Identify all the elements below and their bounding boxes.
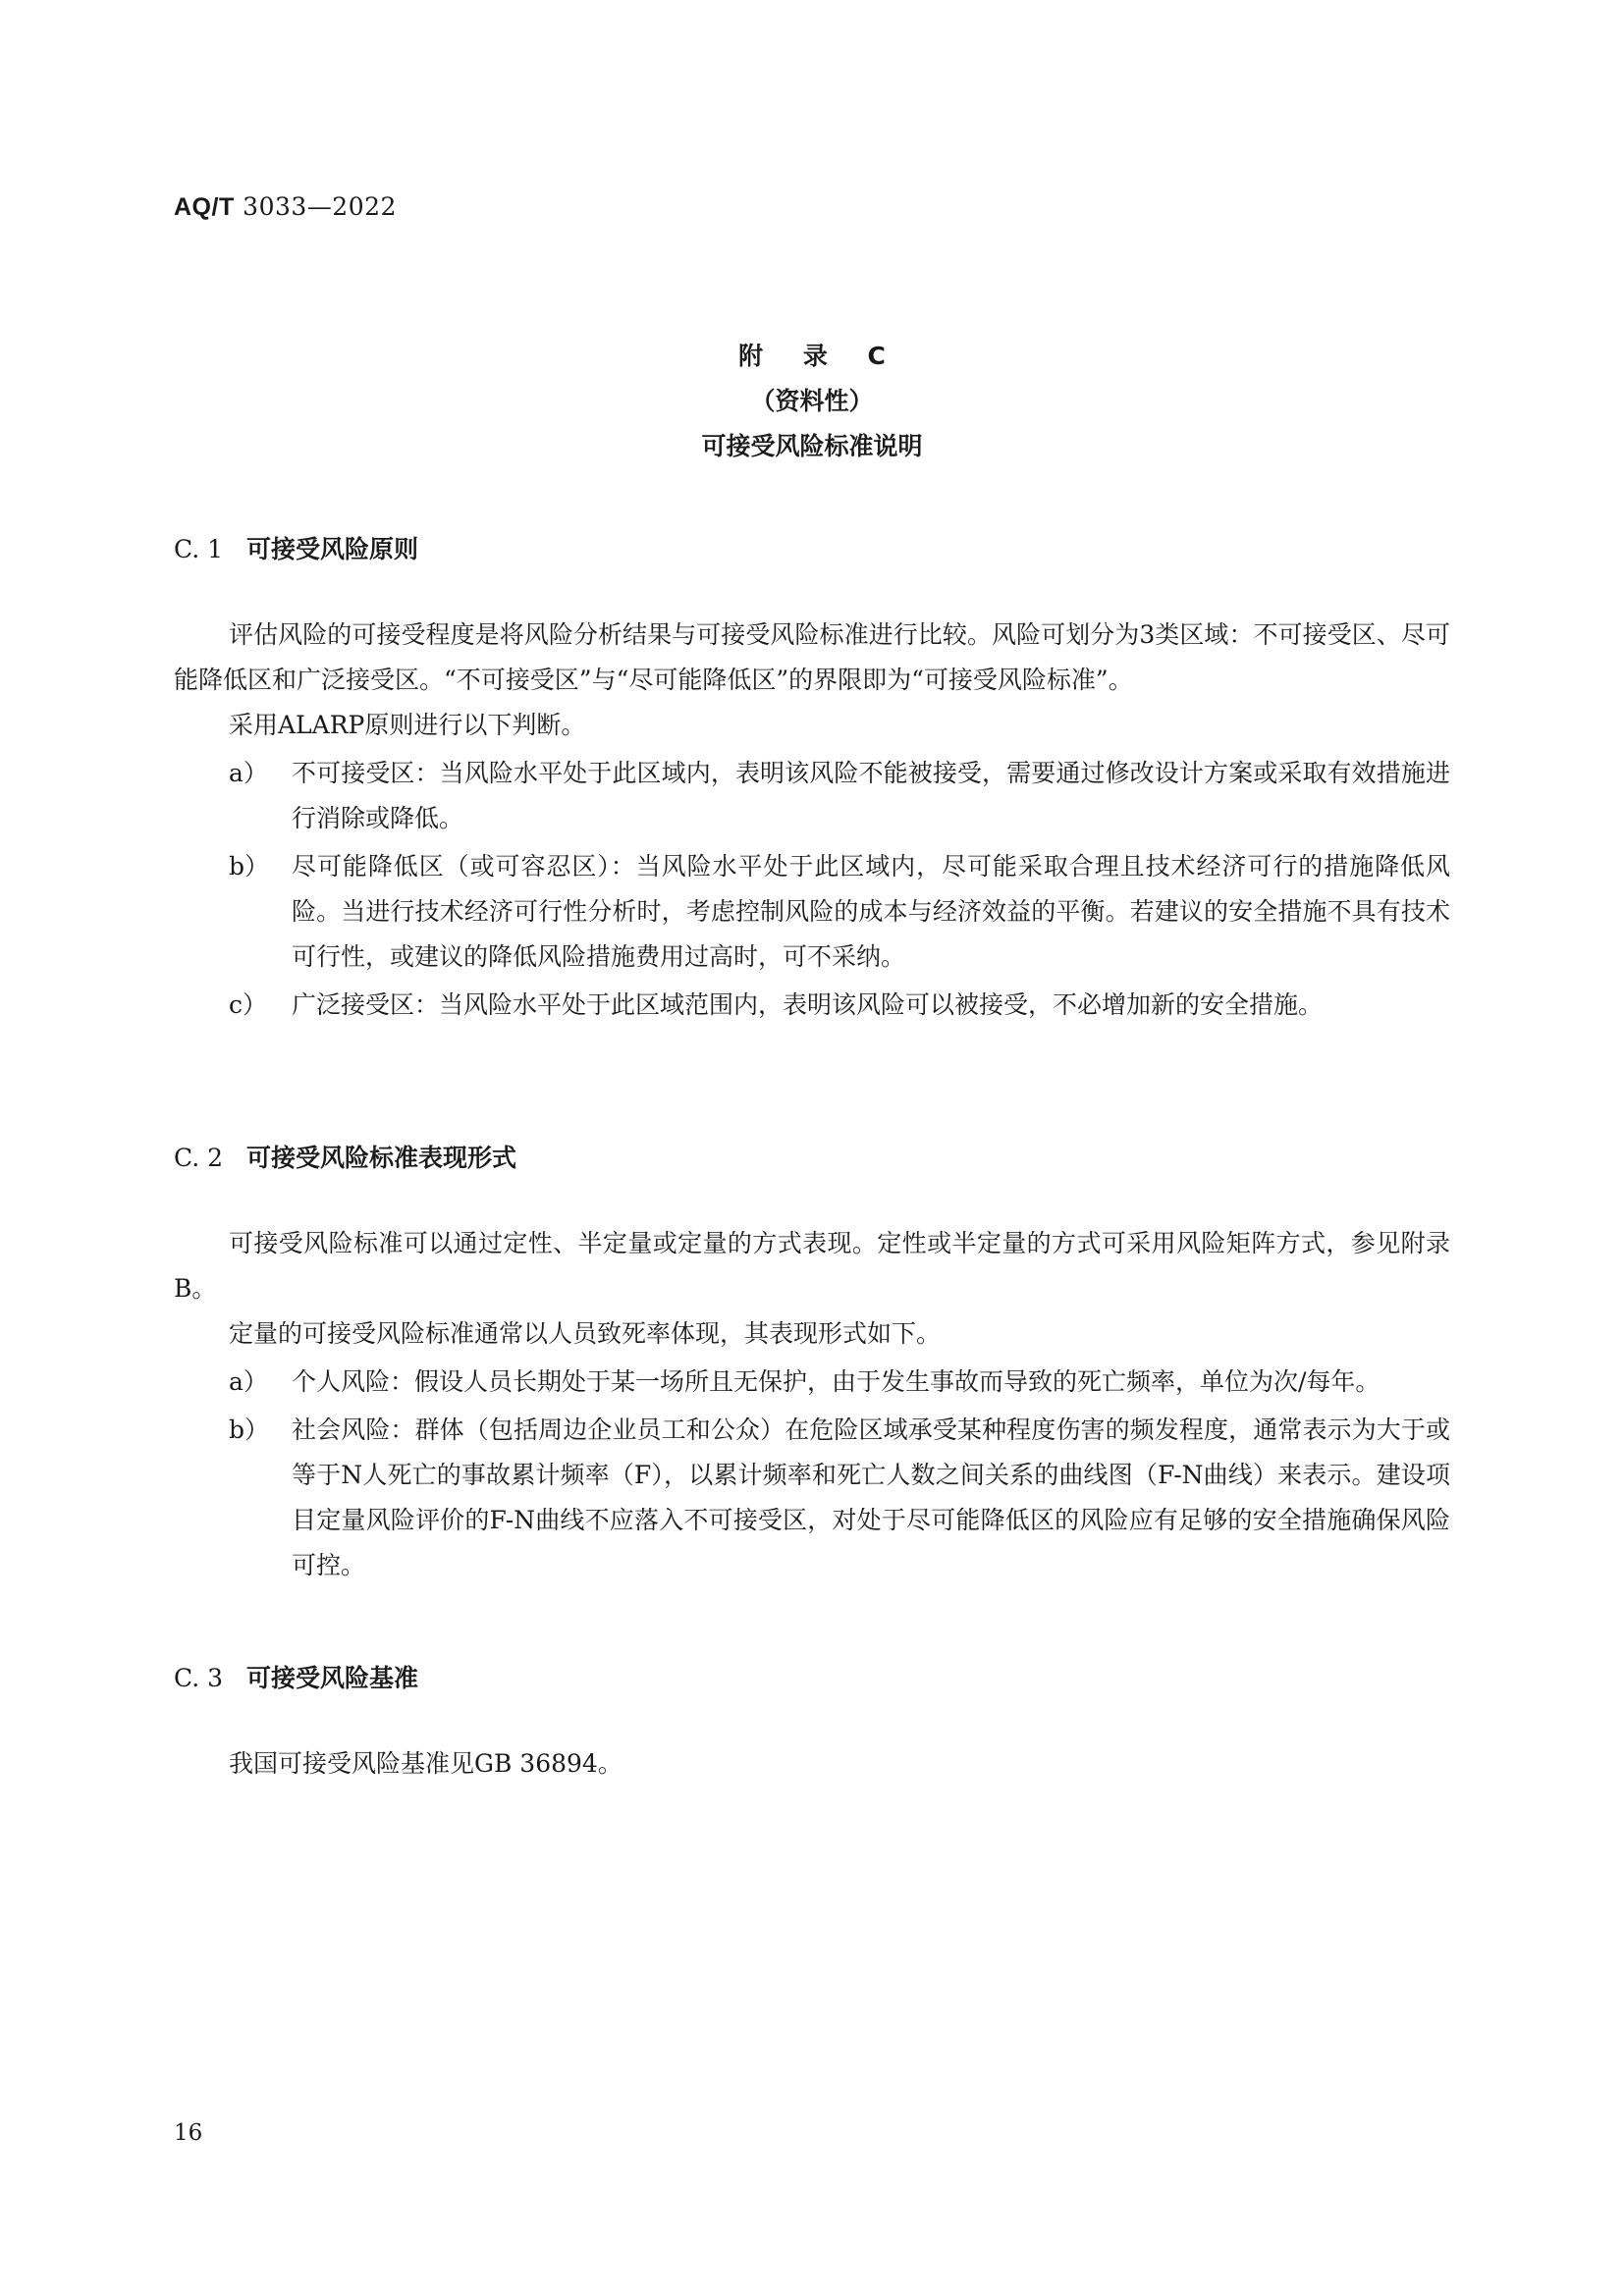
list-marker: a） [229,759,268,787]
list-item [174,844,1450,980]
section-heading: 可接受风险原则 [246,535,419,563]
paragraph: 我国可接受风险基准见GB 36894。 [229,1749,623,1778]
appendix-subtitle: 可接受风险标准说明 [701,432,923,460]
paragraph: 可接受风险标准可以通过定性、半定量或定量的方式表现。定性或半定量的方式可采用风险矩阵方式，参见附录B。 [174,1229,1450,1303]
paragraph: 定量的可接受风险标准通常以人员致死率体现，其表现形式如下。 [229,1319,942,1348]
section-heading: 可接受风险标准表现形式 [246,1144,517,1172]
appendix-heading [0,334,1624,469]
list-text: 尽可能降低区（或可容忍区）：当风险水平处于此区域内，尽可能采取合理且技术经济可行的措施降低风险。当进行技术经济可行性分析时，考虑控制风险的成本与经济效益的平衡。若建议的安全措施不具有技术可行性，或建议的降低风险措施费用过高时，可不采纳。 [292,852,1450,971]
section-number: C. 3 [174,1664,224,1692]
standard-code-number: 3033—2022 [243,192,397,221]
standard-code [174,192,397,222]
page-number: 16 [174,2120,203,2146]
section-c3 [174,1659,1450,1787]
list-item [174,1360,1450,1405]
section-heading: 可接受风险基准 [246,1664,419,1692]
paragraph: 评估风险的可接受程度是将风险分析结果与可接受风险标准进行比较。风险可划分为3类区域：不可接受区、尽可能降低区和广泛接受区。“不可接受区”与“尽可能降低区”的界限即为“可接受风险标准”。 [174,620,1450,694]
list-marker: c） [229,990,268,1019]
list-marker: b） [229,852,270,881]
list-text: 不可接受区：当风险水平处于此区域内，表明该风险不能被接受，需要通过修改设计方案或采取有效措施进行消除或降低。 [292,759,1450,832]
list-item [174,983,1450,1028]
list-text: 个人风险：假设人员长期处于某一场所且无保护，由于发生事故而导致的死亡频率，单位为次/每年。 [292,1367,1380,1396]
section-title [174,1139,1450,1178]
paragraph: 采用ALARP原则进行以下判断。 [229,711,586,739]
list-item [174,1408,1450,1588]
section-number: C. 1 [174,535,224,563]
section-c2 [174,1139,1450,1588]
list-marker: a） [229,1367,268,1396]
list-text: 社会风险：群体（包括周边企业员工和公众）在危险区域承受某种程度伤害的频发程度，通常表示为大于或等于N人死亡的事故累计频率（F），以累计频率和死亡人数之间关系的曲线图（F-N曲线）来表示。建设项目定量风险评价的F-N曲线不应落入不可接受区，对处于尽可能降低区的风险应有足够的安全措施确保风险可控。 [292,1415,1450,1579]
section-title [174,530,1450,569]
section-title [174,1659,1450,1698]
list-marker: b） [229,1415,270,1444]
standard-code-prefix: AQ/T [174,193,235,221]
section-c1 [174,530,1450,1028]
list-item [174,751,1450,841]
appendix-title: 附 录 C [738,342,901,370]
section-number: C. 2 [174,1144,224,1172]
list-text: 广泛接受区：当风险水平处于此区域范围内，表明该风险可以被接受，不必增加新的安全措施。 [292,990,1324,1019]
appendix-type: （资料性） [750,387,874,415]
